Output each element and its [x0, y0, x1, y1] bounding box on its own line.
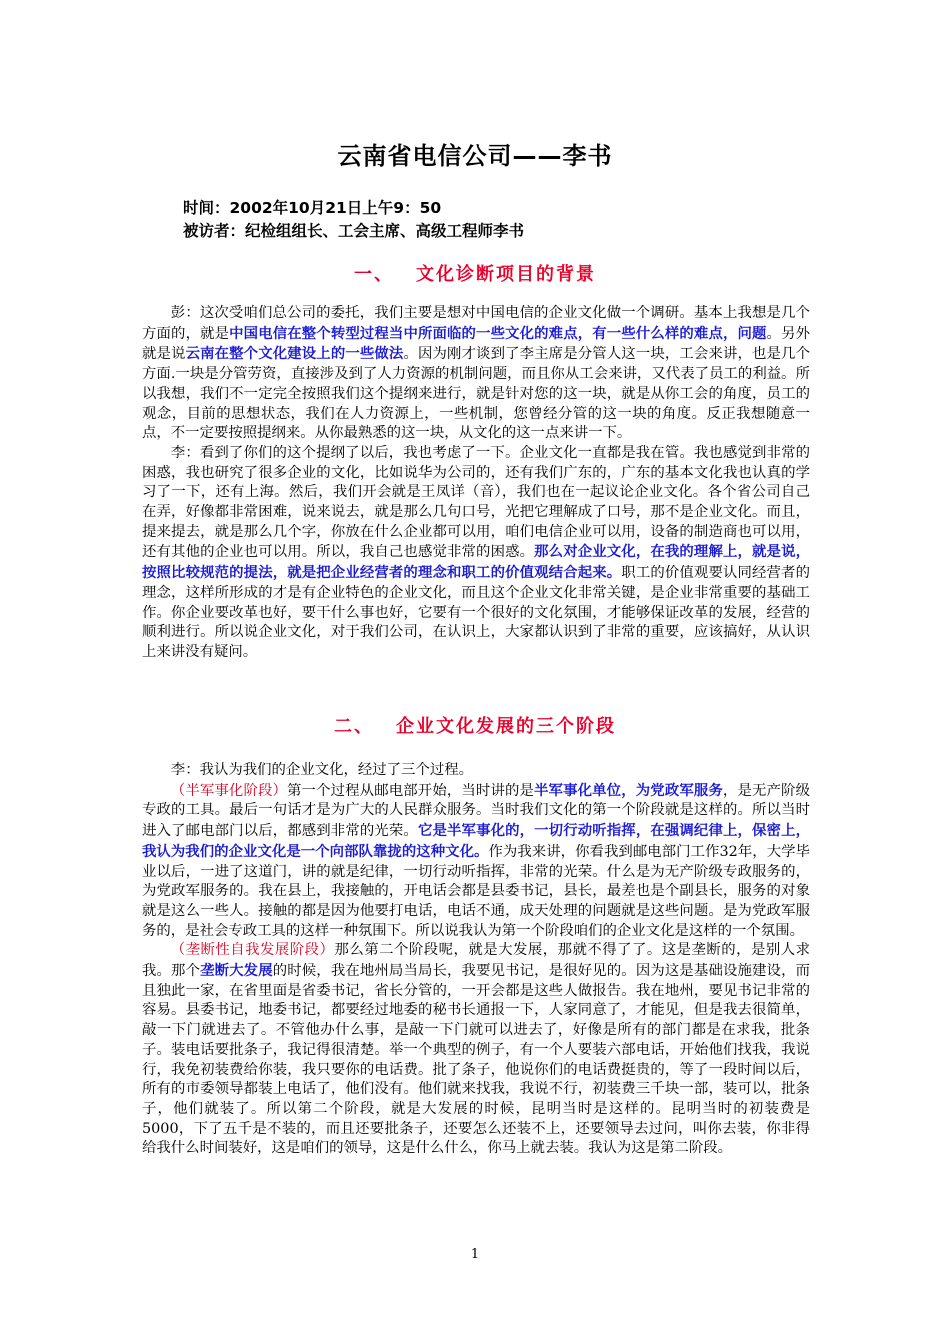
paragraph	[142, 444, 810, 663]
section-1-body	[142, 304, 810, 663]
text-run: 。因为刚才谈到了李主席是分管人这一块，工会来讲，也是几个方面.一块是分管劳资，直接涉及到了人力资源的机制问题，而且你从工会来讲，又代表了员工的利益。所以我想，我们不一定完全按照我们这个提纲来进行，就是针对您的这一块，就是从你工会的角度，员工的观念，目前的思想状态，我们在人力资源上，一些机制，您曾经分管的这一块的角度。反正我想随意一点，不一定要按照提纲来。从你最熟悉的这一块，从文化的这一点来讲一下。	[142, 346, 810, 442]
document-title: 云南省电信公司——李书	[337, 142, 613, 170]
interviewee-info: 被访者：纪检组组长、工会主席、高级工程师李书	[183, 222, 525, 240]
page-number: 1	[470, 1247, 480, 1262]
text-run: 那么第二个阶段呢，就是大发展，那就不得了了。这是垄断的，是别人求我。那个	[142, 942, 810, 980]
paragraph	[142, 781, 810, 942]
text-run: 彭：这次受咱们总公司的委托，我们主要是想对中国电信的企业文化做一个调研。基本上我想是几个方面的，就是	[142, 305, 810, 342]
stage-label: （垄断性自我发展阶段）	[170, 942, 335, 959]
paragraph: 李：我认为我们的企业文化，经过了三个过程。	[170, 762, 474, 778]
section-1-number: 一、	[354, 264, 394, 285]
section-2-body	[142, 761, 810, 1159]
paragraph	[142, 941, 810, 1159]
section-2-number: 二、	[334, 716, 374, 737]
section-1-heading	[0, 260, 950, 286]
text-run: 作为我来讲，你看我到邮电部门工作32年，大学毕业以后，一进了这道门，讲的就是纪律，一切行动听指挥，非常的光荣。什么是为无产阶级专政服务的，为党政军服务的。我在县上，我接触的，开电话会都是县委书记，县长，最差也是个副县长，服务的对象就是这么一些人。接触的都是因为他要打电话，电话不通，成天处理的问题就是这些问题。是为党政军服务的，是社会专政工具的这样一种氛围下。所以说我认为第一个阶段咱们的企业文化是这样的一个氛围。	[142, 843, 810, 939]
stage-label: （半军事化阶段）	[170, 782, 288, 799]
emphasis-text: 中国电信在整个转型过程当中所面临的一些文化的难点，有一些什么样的难点，问题	[229, 324, 767, 342]
text-run: 。另外就是说	[142, 325, 810, 363]
emphasis-text: 半军事化单位，为党政军服务	[534, 781, 723, 799]
text-run: 第一个过程从邮电部开始，当时讲的是	[287, 782, 535, 799]
section-1-title: 文化诊断项目的背景	[416, 264, 596, 285]
interview-time: 时间：2002年10月21日上午9：50	[183, 199, 442, 217]
emphasis-text: 云南在整个文化建设上的一些做法	[185, 345, 404, 363]
text-run: 李：看到了你们的这个提纲了以后，我也考虑了一下。企业文化一直都是我在管。我也感觉到非常的困惑，我也研究了很多企业的文化，比如说华为公司的，还有我们广东的，广东的基本文化我也认真的学习了一下，还有上海。然后，我们开会就是王凤详（音），我们也在一起议论企业文化。各个省公司自己在弄，好像都非常困难，说来说去，就是那么几句口号，光把它理解成了口号，那不是企业文化。而且，提来提去，就是那么几个字，你放在什么企业都可以用，咱们电信企业可以用，设备的制造商也可以用，还有其他的企业也可以用。所以，我自己也感觉非常的困惑。	[142, 444, 810, 561]
text-run: 的时候，我在地州局当局长，我要见书记，是很好见的。因为这是基础设施建设，而且独此一家，在省里面是省委书记，省长分管的，一开会都是这些人做报告。我在地州，要见书记非常的容易。县委书记，地委书记，都要经过地委的秘书长通报一下，人家同意了，才能见，但是我去很简单，敲一下门就进去了。不管他办什么事，是敲一下门就可以进去了，好像是所有的部门都是在求我，批条子。装电话要批条子，我记得很清楚。举一个典型的例子，有一个人要装六部电话，开始他们找我，我说行，我免初装费给你装，我只要你的电话费。批了条子，他说你们的电话费挺贵的，等了一段时间以后，所有的市委领导都装上电话了，他们没有。他们就来找我，我说不行，初装费三千块一部，装可以，批条子，他们就装了。所以第二个阶段，就是大发展的时候，昆明当时是这样的。昆明当时的初装费是5000，下了五千是不装的，而且还要批条子，还要怎么还装不上，还要领导去过问，叫你去装，你非得给我什么时间装好，这是咱们的领导，这是什么什么，你马上就去装。我认为这是第二阶段。	[142, 963, 810, 1157]
section-2-heading	[0, 712, 950, 738]
paragraph	[142, 304, 810, 444]
section-2-title: 企业文化发展的三个阶段	[396, 716, 616, 737]
emphasis-text: 垄断大发展	[200, 962, 273, 980]
emphasis-text: 那么对企业文化，在我的理解上，就是说，按照比较规范的提法，就是把企业经营者的理念和职工的价值观结合起来。	[142, 543, 810, 582]
text-run: 职工的价值观要认同经营者的理念，这样所形成的才是有企业特色的企业文化，而且这个企业文化非常关键，是企业非常重要的基础工作。你企业要改革也好，要干什么事也好，它要有一个很好的文化氛围，才能够保证改革的发展，经营的顺利进行。所以说企业文化，对于我们公司，在认识上，大家都认识到了非常的重要，应该搞好，从认识上来讲没有疑问。	[142, 565, 810, 660]
text-run: ，是无产阶级专政的工具。最后一句话才是为广大的人民群众服务。当时我们文化的第一个阶段就是这样的。所以当时进入了邮电部门以后，都感到非常的光荣。	[142, 782, 810, 840]
emphasis-text: 它是半军事化的，一切行动听指挥，在强调纪律上，保密上，我认为我们的企业文化是一个向部队靠拢的这种文化。	[142, 822, 810, 860]
